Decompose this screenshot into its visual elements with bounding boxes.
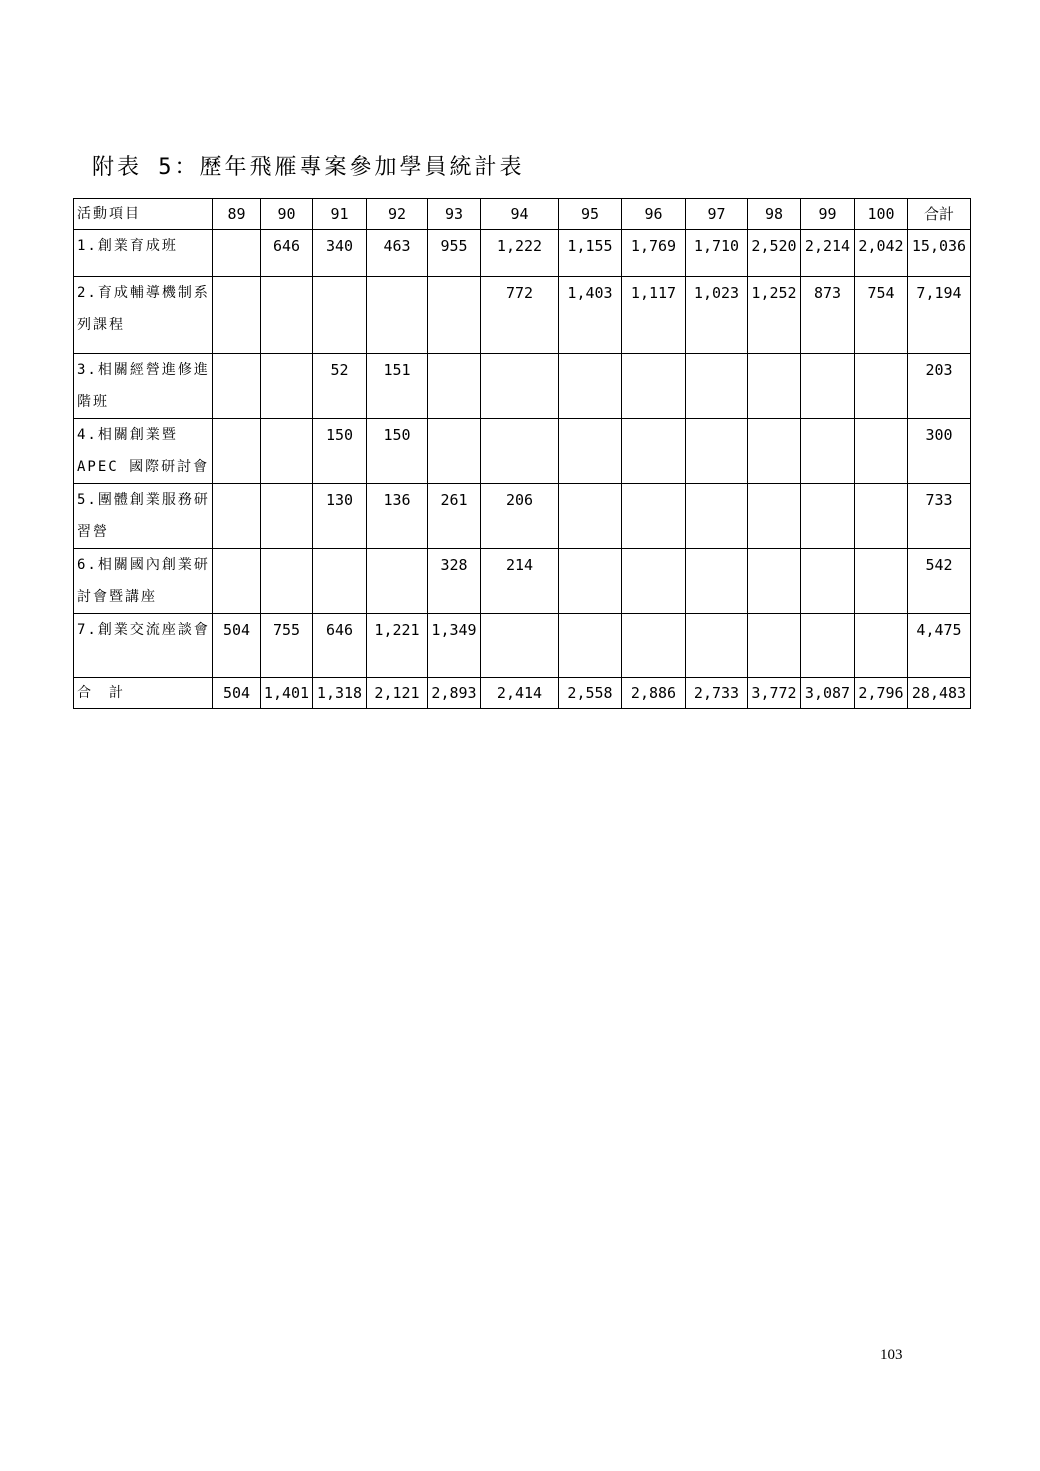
table-cell: 150: [367, 419, 428, 484]
table-cell: 261: [428, 484, 481, 549]
table-cell: [213, 354, 261, 419]
table-cell: 1,222: [481, 230, 559, 277]
table-cell: [801, 419, 855, 484]
table-cell: [748, 354, 801, 419]
table-cell: [748, 614, 801, 678]
table-cell: [686, 549, 748, 614]
table-cell: 463: [367, 230, 428, 277]
table-cell: 772: [481, 277, 559, 354]
table-cell: 754: [855, 277, 908, 354]
table-cell: [622, 419, 686, 484]
table-cell: [428, 277, 481, 354]
header-cell-year: 99: [801, 199, 855, 230]
table-cell: [748, 484, 801, 549]
table-cell: 646: [313, 614, 367, 678]
table-cell: [313, 277, 367, 354]
total-cell: 2,558: [559, 678, 622, 709]
table-cell-total: 300: [908, 419, 971, 484]
table-cell: [559, 614, 622, 678]
table-cell: [622, 549, 686, 614]
table-cell-total: 542: [908, 549, 971, 614]
table-cell: 504: [213, 614, 261, 678]
header-cell-total: 合計: [908, 199, 971, 230]
table-cell: [801, 549, 855, 614]
table-cell: 136: [367, 484, 428, 549]
header-cell-year: 93: [428, 199, 481, 230]
table-cell: 328: [428, 549, 481, 614]
table-cell: [481, 354, 559, 419]
total-cell: 1,318: [313, 678, 367, 709]
table-cell: 1,221: [367, 614, 428, 678]
table-cell-total: 203: [908, 354, 971, 419]
statistics-table: [73, 198, 971, 709]
table-cell: [686, 484, 748, 549]
row-label: 1.創業育成班: [74, 230, 213, 277]
total-cell: 3,772: [748, 678, 801, 709]
table-cell: 151: [367, 354, 428, 419]
table-cell-total: 733: [908, 484, 971, 549]
header-cell-activity: 活動項目: [74, 199, 213, 230]
table-cell: 214: [481, 549, 559, 614]
table-cell: [801, 614, 855, 678]
table-cell: [855, 484, 908, 549]
table-cell: [367, 549, 428, 614]
table-cell: 130: [313, 484, 367, 549]
table-cell: 1,023: [686, 277, 748, 354]
table-row: [74, 354, 971, 419]
table-cell: [313, 549, 367, 614]
header-cell-year: 92: [367, 199, 428, 230]
table-row: [74, 484, 971, 549]
total-cell: 1,401: [261, 678, 313, 709]
total-cell: 2,121: [367, 678, 428, 709]
table-cell: 150: [313, 419, 367, 484]
table-cell: [213, 230, 261, 277]
total-cell: 2,733: [686, 678, 748, 709]
total-cell: 2,886: [622, 678, 686, 709]
row-label: 6.相關國內創業研討會暨講座: [74, 549, 213, 614]
table-cell: [481, 614, 559, 678]
row-label: 3.相關經營進修進階班: [74, 354, 213, 419]
table-cell: [213, 484, 261, 549]
table-cell: 755: [261, 614, 313, 678]
table-cell-total: 15,036: [908, 230, 971, 277]
table-cell: [559, 484, 622, 549]
table-cell: [748, 419, 801, 484]
table-cell: 1,155: [559, 230, 622, 277]
table-cell: [213, 549, 261, 614]
table-row: [74, 549, 971, 614]
total-cell: 504: [213, 678, 261, 709]
header-cell-year: 94: [481, 199, 559, 230]
table-cell: [748, 549, 801, 614]
header-cell-year: 89: [213, 199, 261, 230]
total-label: 合 計: [74, 678, 213, 709]
table-cell: 955: [428, 230, 481, 277]
table-row: [74, 277, 971, 354]
table-cell: 1,710: [686, 230, 748, 277]
table-cell: [855, 354, 908, 419]
table-cell-total: 7,194: [908, 277, 971, 354]
table-cell: [622, 614, 686, 678]
table-cell: 206: [481, 484, 559, 549]
table-cell: [261, 549, 313, 614]
table-cell: [686, 614, 748, 678]
table-cell: 2,214: [801, 230, 855, 277]
header-cell-year: 91: [313, 199, 367, 230]
row-label: 2.育成輔導機制系列課程: [74, 277, 213, 354]
table-cell: [261, 354, 313, 419]
table-cell: 873: [801, 277, 855, 354]
header-cell-year: 95: [559, 199, 622, 230]
total-cell: 2,796: [855, 678, 908, 709]
header-cell-year: 96: [622, 199, 686, 230]
table-cell: [622, 354, 686, 419]
table-cell: [261, 419, 313, 484]
table-cell: [855, 549, 908, 614]
table-cell: [261, 277, 313, 354]
row-label: 4.相關創業暨APEC 國際研討會: [74, 419, 213, 484]
header-cell-year: 98: [748, 199, 801, 230]
table-cell: [428, 419, 481, 484]
table-cell: [855, 614, 908, 678]
table-cell: [559, 419, 622, 484]
table-cell: 1,117: [622, 277, 686, 354]
grand-total-cell: 28,483: [908, 678, 971, 709]
header-row: [74, 199, 971, 230]
total-cell: 2,893: [428, 678, 481, 709]
table-cell: [261, 484, 313, 549]
table-cell: 646: [261, 230, 313, 277]
table-row: [74, 614, 971, 678]
table-cell: [622, 484, 686, 549]
table-cell: [855, 419, 908, 484]
table-cell: [213, 277, 261, 354]
table-cell: [559, 549, 622, 614]
row-label: 5.團體創業服務研習營: [74, 484, 213, 549]
table-cell: 2,520: [748, 230, 801, 277]
total-cell: 3,087: [801, 678, 855, 709]
table-cell: [559, 354, 622, 419]
table-cell: [801, 484, 855, 549]
table-cell: 1,349: [428, 614, 481, 678]
table-cell: [428, 354, 481, 419]
header-cell-year: 90: [261, 199, 313, 230]
table-cell: 52: [313, 354, 367, 419]
table-cell: 340: [313, 230, 367, 277]
header-cell-year: 100: [855, 199, 908, 230]
table-cell: [481, 419, 559, 484]
row-label: 7.創業交流座談會: [74, 614, 213, 678]
table-row: [74, 230, 971, 277]
table-cell: 1,252: [748, 277, 801, 354]
table-cell: [213, 419, 261, 484]
total-row: [74, 678, 971, 709]
total-cell: 2,414: [481, 678, 559, 709]
table-cell: 1,403: [559, 277, 622, 354]
table-cell: [686, 419, 748, 484]
table-cell: 1,769: [622, 230, 686, 277]
table-cell: [801, 354, 855, 419]
table-cell: [686, 354, 748, 419]
table-cell: [367, 277, 428, 354]
header-cell-year: 97: [686, 199, 748, 230]
page-number: 103: [880, 1347, 903, 1363]
table-row: [74, 419, 971, 484]
page-title: 附表 5：歷年飛雁專案參加學員統計表: [92, 155, 525, 180]
table-cell-total: 4,475: [908, 614, 971, 678]
table-cell: 2,042: [855, 230, 908, 277]
